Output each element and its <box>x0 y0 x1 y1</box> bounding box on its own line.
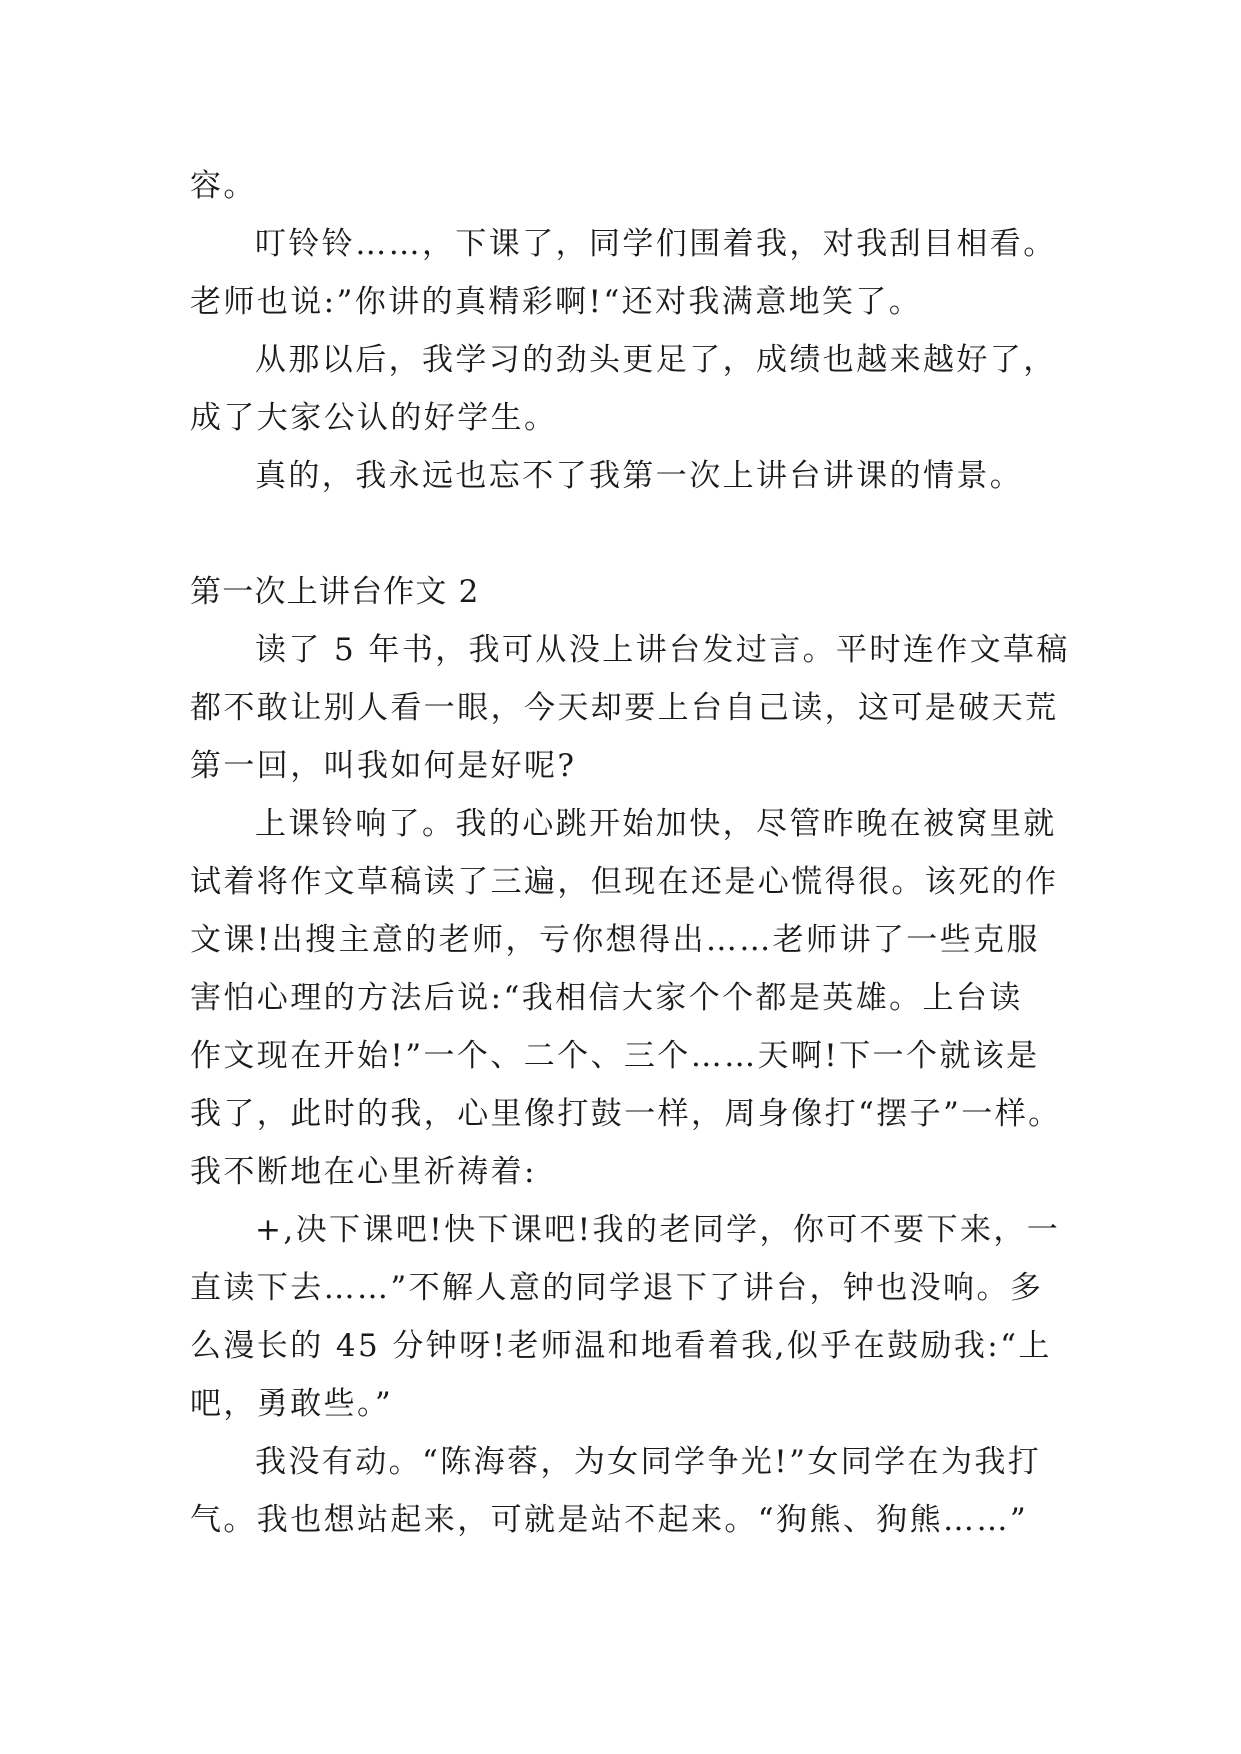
text-line: 么漫长的 45 分钟呀!老师温和地看着我,似乎在鼓励我:“上 <box>190 1328 1052 1364</box>
text-line: 害怕心理的方法后说:“我相信大家个个都是英雄。上台读 <box>190 980 1023 1016</box>
text-line: 我了，此时的我，心里像打鼓一样，周身像打“摆子”一样。 <box>190 1096 1062 1132</box>
text-line: 气。我也想站起来，可就是站不起来。“狗熊、狗熊……” <box>190 1502 1029 1538</box>
paragraph-start: 真的，我永远也忘不了我第一次上讲台讲课的情景。 <box>255 458 1024 494</box>
text-line: 老师也说:”你讲的真精彩啊!“还对我满意地笑了。 <box>190 284 923 320</box>
text-line: 试着将作文草稿读了三遍，但现在还是心慌得很。该死的作 <box>190 864 1059 900</box>
text-line: 吧，勇敢些。” <box>190 1386 394 1422</box>
text-line: 成了大家公认的好学生。 <box>190 400 558 436</box>
text-line: 第一回，叫我如何是好呢? <box>190 748 577 784</box>
paragraph-start: +,决下课吧!快下课吧!我的老同学，你可不要下来，一 <box>255 1212 1061 1248</box>
section-title: 第一次上讲台作文 2 <box>190 574 480 610</box>
paragraph-start: 上课铃响了。我的心跳开始加快，尽管昨晚在被窝里就 <box>255 806 1057 842</box>
paragraph-start: 我没有动。“陈海蓉，为女同学争光!”女同学在为我打 <box>255 1444 1042 1480</box>
text-line: 都不敢让别人看一眼，今天却要上台自己读，这可是破天荒 <box>190 690 1059 726</box>
paragraph-start: 叮铃铃……，下课了，同学们围着我，对我刮目相看。 <box>255 226 1057 262</box>
text-line: 作文现在开始!”一个、二个、三个……天啊!下一个就该是 <box>190 1038 1040 1074</box>
text-line: 我不断地在心里祈祷着: <box>190 1154 537 1190</box>
paragraph-start: 从那以后，我学习的劲头更足了，成绩也越来越好了， <box>255 342 1057 378</box>
text-line: 容。 <box>190 168 257 204</box>
paragraph-start: 读了 5 年书，我可从没上讲台发过言。平时连作文草稿 <box>255 632 1070 668</box>
text-line: 文课!出搜主意的老师，亏你想得出……老师讲了一些克服 <box>190 922 1040 958</box>
text-line: 直读下去……”不解人意的同学退下了讲台，钟也没响。多 <box>190 1270 1044 1306</box>
